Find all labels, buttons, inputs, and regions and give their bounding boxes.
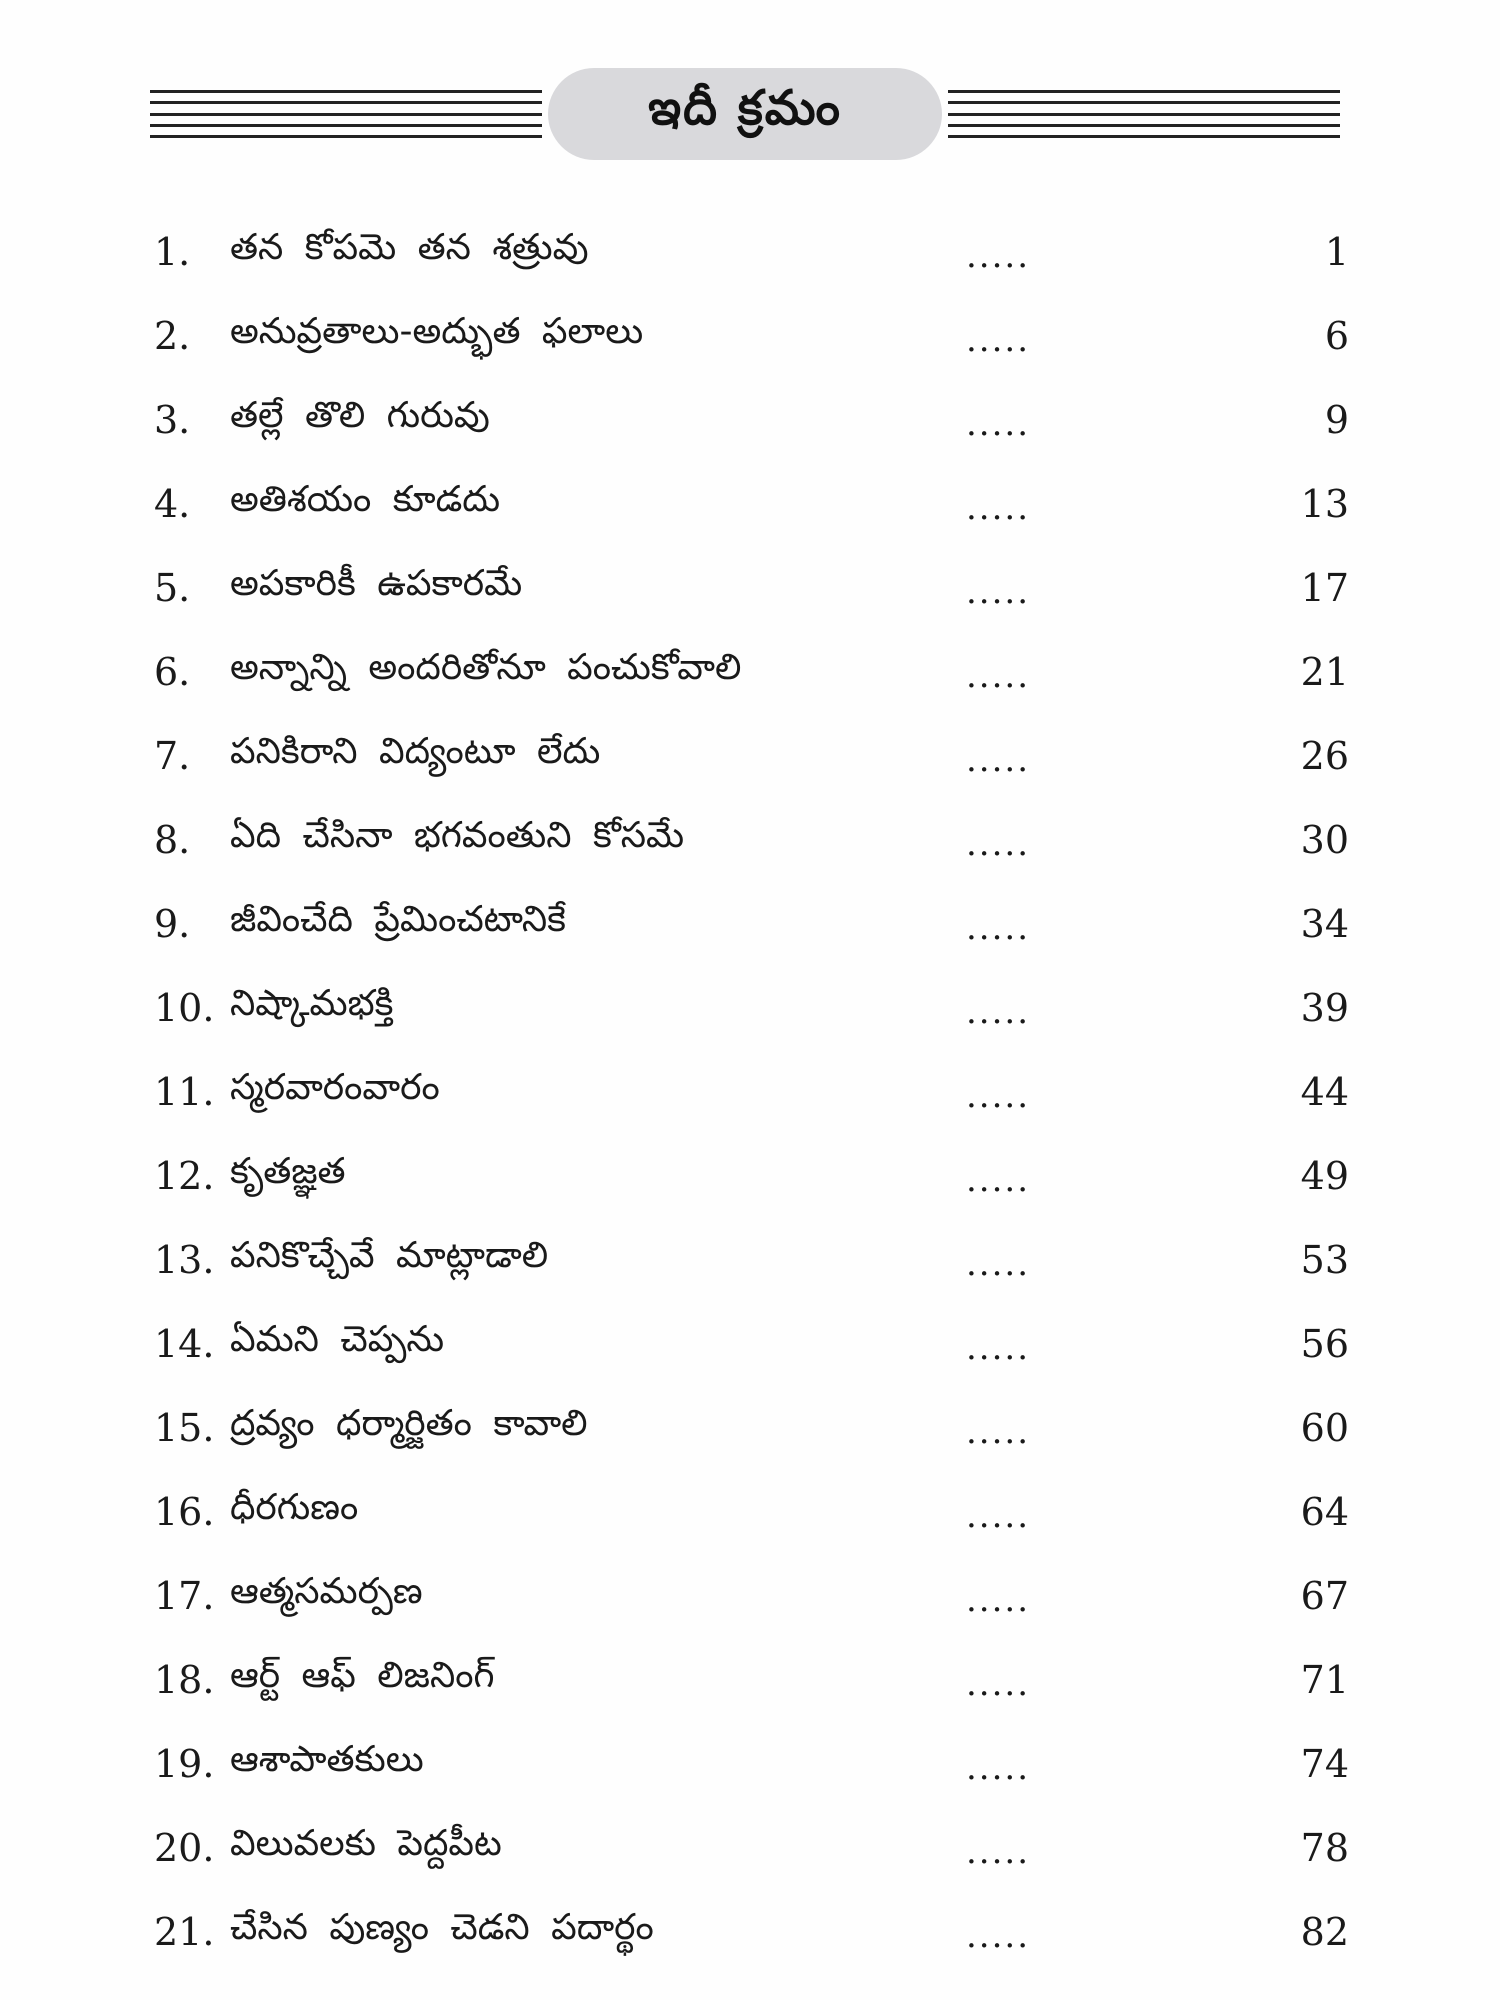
entry-title: విలువలకు పెద్దపీట [230,1823,502,1864]
title-banner [548,68,942,160]
entry-title: ఆశాపాతకులు [230,1739,424,1780]
entry-page-number: 71 [1300,1658,1349,1702]
entry-number: 17. [154,1574,215,1618]
entry-page-number: 9 [1324,398,1349,442]
entry-page-number: 21 [1300,650,1349,694]
toc-entry [154,630,1349,714]
toc-entry [154,1806,1349,1890]
entry-page-number: 64 [1300,1490,1349,1534]
toc-entry [154,1050,1349,1134]
rule-line [948,124,1340,127]
entry-page-number: 60 [1300,1406,1349,1450]
entry-page-number: 56 [1300,1322,1349,1366]
entry-leader-dots: ..... [966,1496,1031,1536]
entry-leader-dots: ..... [966,908,1031,948]
entry-page-number: 30 [1300,818,1349,862]
entry-page-number: 74 [1300,1742,1349,1786]
entry-leader-dots: ..... [966,1412,1031,1452]
entry-leader-dots: ..... [966,404,1031,444]
entry-page-number: 13 [1300,482,1349,526]
entry-leader-dots: ..... [966,1244,1031,1284]
entry-page-number: 6 [1324,314,1349,358]
entry-number: 10. [154,986,215,1030]
entry-leader-dots: ..... [966,1832,1031,1872]
entry-title: జీవించేది ప్రేమించటానికే [230,899,566,940]
entry-leader-dots: ..... [966,488,1031,528]
entry-number: 12. [154,1154,215,1198]
entry-page-number: 78 [1300,1826,1349,1870]
entry-leader-dots: ..... [966,236,1031,276]
toc-entry [154,1890,1349,1974]
entry-title: అన్నాన్ని అందరితోనూ పంచుకోవాలి [230,647,742,688]
entry-number: 4. [154,482,191,526]
header-rules-right [948,90,1340,138]
toc-entry [154,1218,1349,1302]
entry-title: నిష్కామభక్తి [230,983,394,1024]
page-title: ఇదీ క్రమం [648,80,842,136]
entry-number: 5. [154,566,191,610]
entry-title: తన కోపమె తన శత్రువు [230,227,589,268]
toc-entry [154,966,1349,1050]
entry-title: ధీరగుణం [230,1487,359,1528]
entry-page-number: 67 [1300,1574,1349,1618]
entry-title: అపకారికీ ఉపకారమే [230,563,523,604]
toc-entry [154,798,1349,882]
entry-number: 8. [154,818,191,862]
toc-entry [154,378,1349,462]
rule-line [150,124,542,127]
entry-number: 1. [154,230,191,274]
rule-line [948,113,1340,116]
entry-number: 2. [154,314,191,358]
entry-leader-dots: ..... [966,740,1031,780]
entry-leader-dots: ..... [966,1328,1031,1368]
entry-title: ఏది చేసినా భగవంతుని కోసమే [230,815,685,856]
entry-title: అతిశయం కూడదు [230,479,501,520]
toc-entry [154,210,1349,294]
toc-entry [154,1470,1349,1554]
entry-page-number: 39 [1300,986,1349,1030]
entry-number: 19. [154,1742,215,1786]
toc-entry [154,1386,1349,1470]
entry-page-number: 26 [1300,734,1349,778]
rule-line [948,135,1340,138]
rule-line [150,113,542,116]
entry-title: పనికొచ్చేవే మాట్లాడాలి [230,1235,549,1276]
entry-leader-dots: ..... [966,572,1031,612]
rule-line [948,101,1340,104]
entry-leader-dots: ..... [966,992,1031,1032]
entry-leader-dots: ..... [966,320,1031,360]
entry-leader-dots: ..... [966,1664,1031,1704]
entry-leader-dots: ..... [966,1580,1031,1620]
entry-title: ఆర్ట్ ఆఫ్ లిజనింగ్ [230,1655,495,1696]
toc-entry [154,1722,1349,1806]
entry-title: పనికిరాని విద్యంటూ లేదు [230,731,601,772]
entry-number: 15. [154,1406,215,1450]
toc-entry [154,1638,1349,1722]
entry-leader-dots: ..... [966,1916,1031,1956]
entry-number: 11. [154,1070,215,1114]
entry-number: 13. [154,1238,215,1282]
rule-line [948,90,1340,93]
entry-title: ఏమని చెప్పను [230,1319,445,1360]
header-rules-left [150,90,542,138]
rule-line [150,101,542,104]
entry-leader-dots: ..... [966,1748,1031,1788]
toc-entry [154,1302,1349,1386]
rule-line [150,135,542,138]
toc-entry [154,714,1349,798]
entry-number: 9. [154,902,191,946]
entry-leader-dots: ..... [966,1076,1031,1116]
toc-entry [154,294,1349,378]
entry-page-number: 49 [1300,1154,1349,1198]
entry-title: చేసిన పుణ్యం చెడని పదార్థం [230,1907,654,1948]
entry-number: 7. [154,734,191,778]
entry-number: 16. [154,1490,215,1534]
toc-entry [154,546,1349,630]
entry-number: 3. [154,398,191,442]
entry-leader-dots: ..... [966,824,1031,864]
table-of-contents [154,210,1349,1974]
entry-page-number: 1 [1324,230,1349,274]
entry-title: కృతజ్ఞత [230,1151,346,1192]
entry-page-number: 82 [1300,1910,1349,1954]
entry-leader-dots: ..... [966,1160,1031,1200]
entry-title: ద్రవ్యం ధర్మార్జితం కావాలి [230,1403,588,1444]
toc-entry [154,1134,1349,1218]
entry-number: 20. [154,1826,215,1870]
entry-title: ఆత్మసమర్పణ [230,1571,423,1612]
rule-line [150,90,542,93]
entry-number: 21. [154,1910,215,1954]
entry-number: 18. [154,1658,215,1702]
toc-entry [154,462,1349,546]
entry-page-number: 44 [1300,1070,1349,1114]
entry-title: తల్లే తొలి గురువు [230,395,490,436]
contents-header [150,68,1340,164]
toc-entry [154,1554,1349,1638]
entry-page-number: 34 [1300,902,1349,946]
entry-title: స్మరవారంవారం [230,1067,440,1108]
entry-number: 6. [154,650,191,694]
entry-leader-dots: ..... [966,656,1031,696]
entry-number: 14. [154,1322,215,1366]
entry-title: అనువ్రతాలు-అద్భుత ఫలాలు [230,311,644,352]
toc-entry [154,882,1349,966]
entry-page-number: 17 [1300,566,1349,610]
entry-page-number: 53 [1300,1238,1349,1282]
